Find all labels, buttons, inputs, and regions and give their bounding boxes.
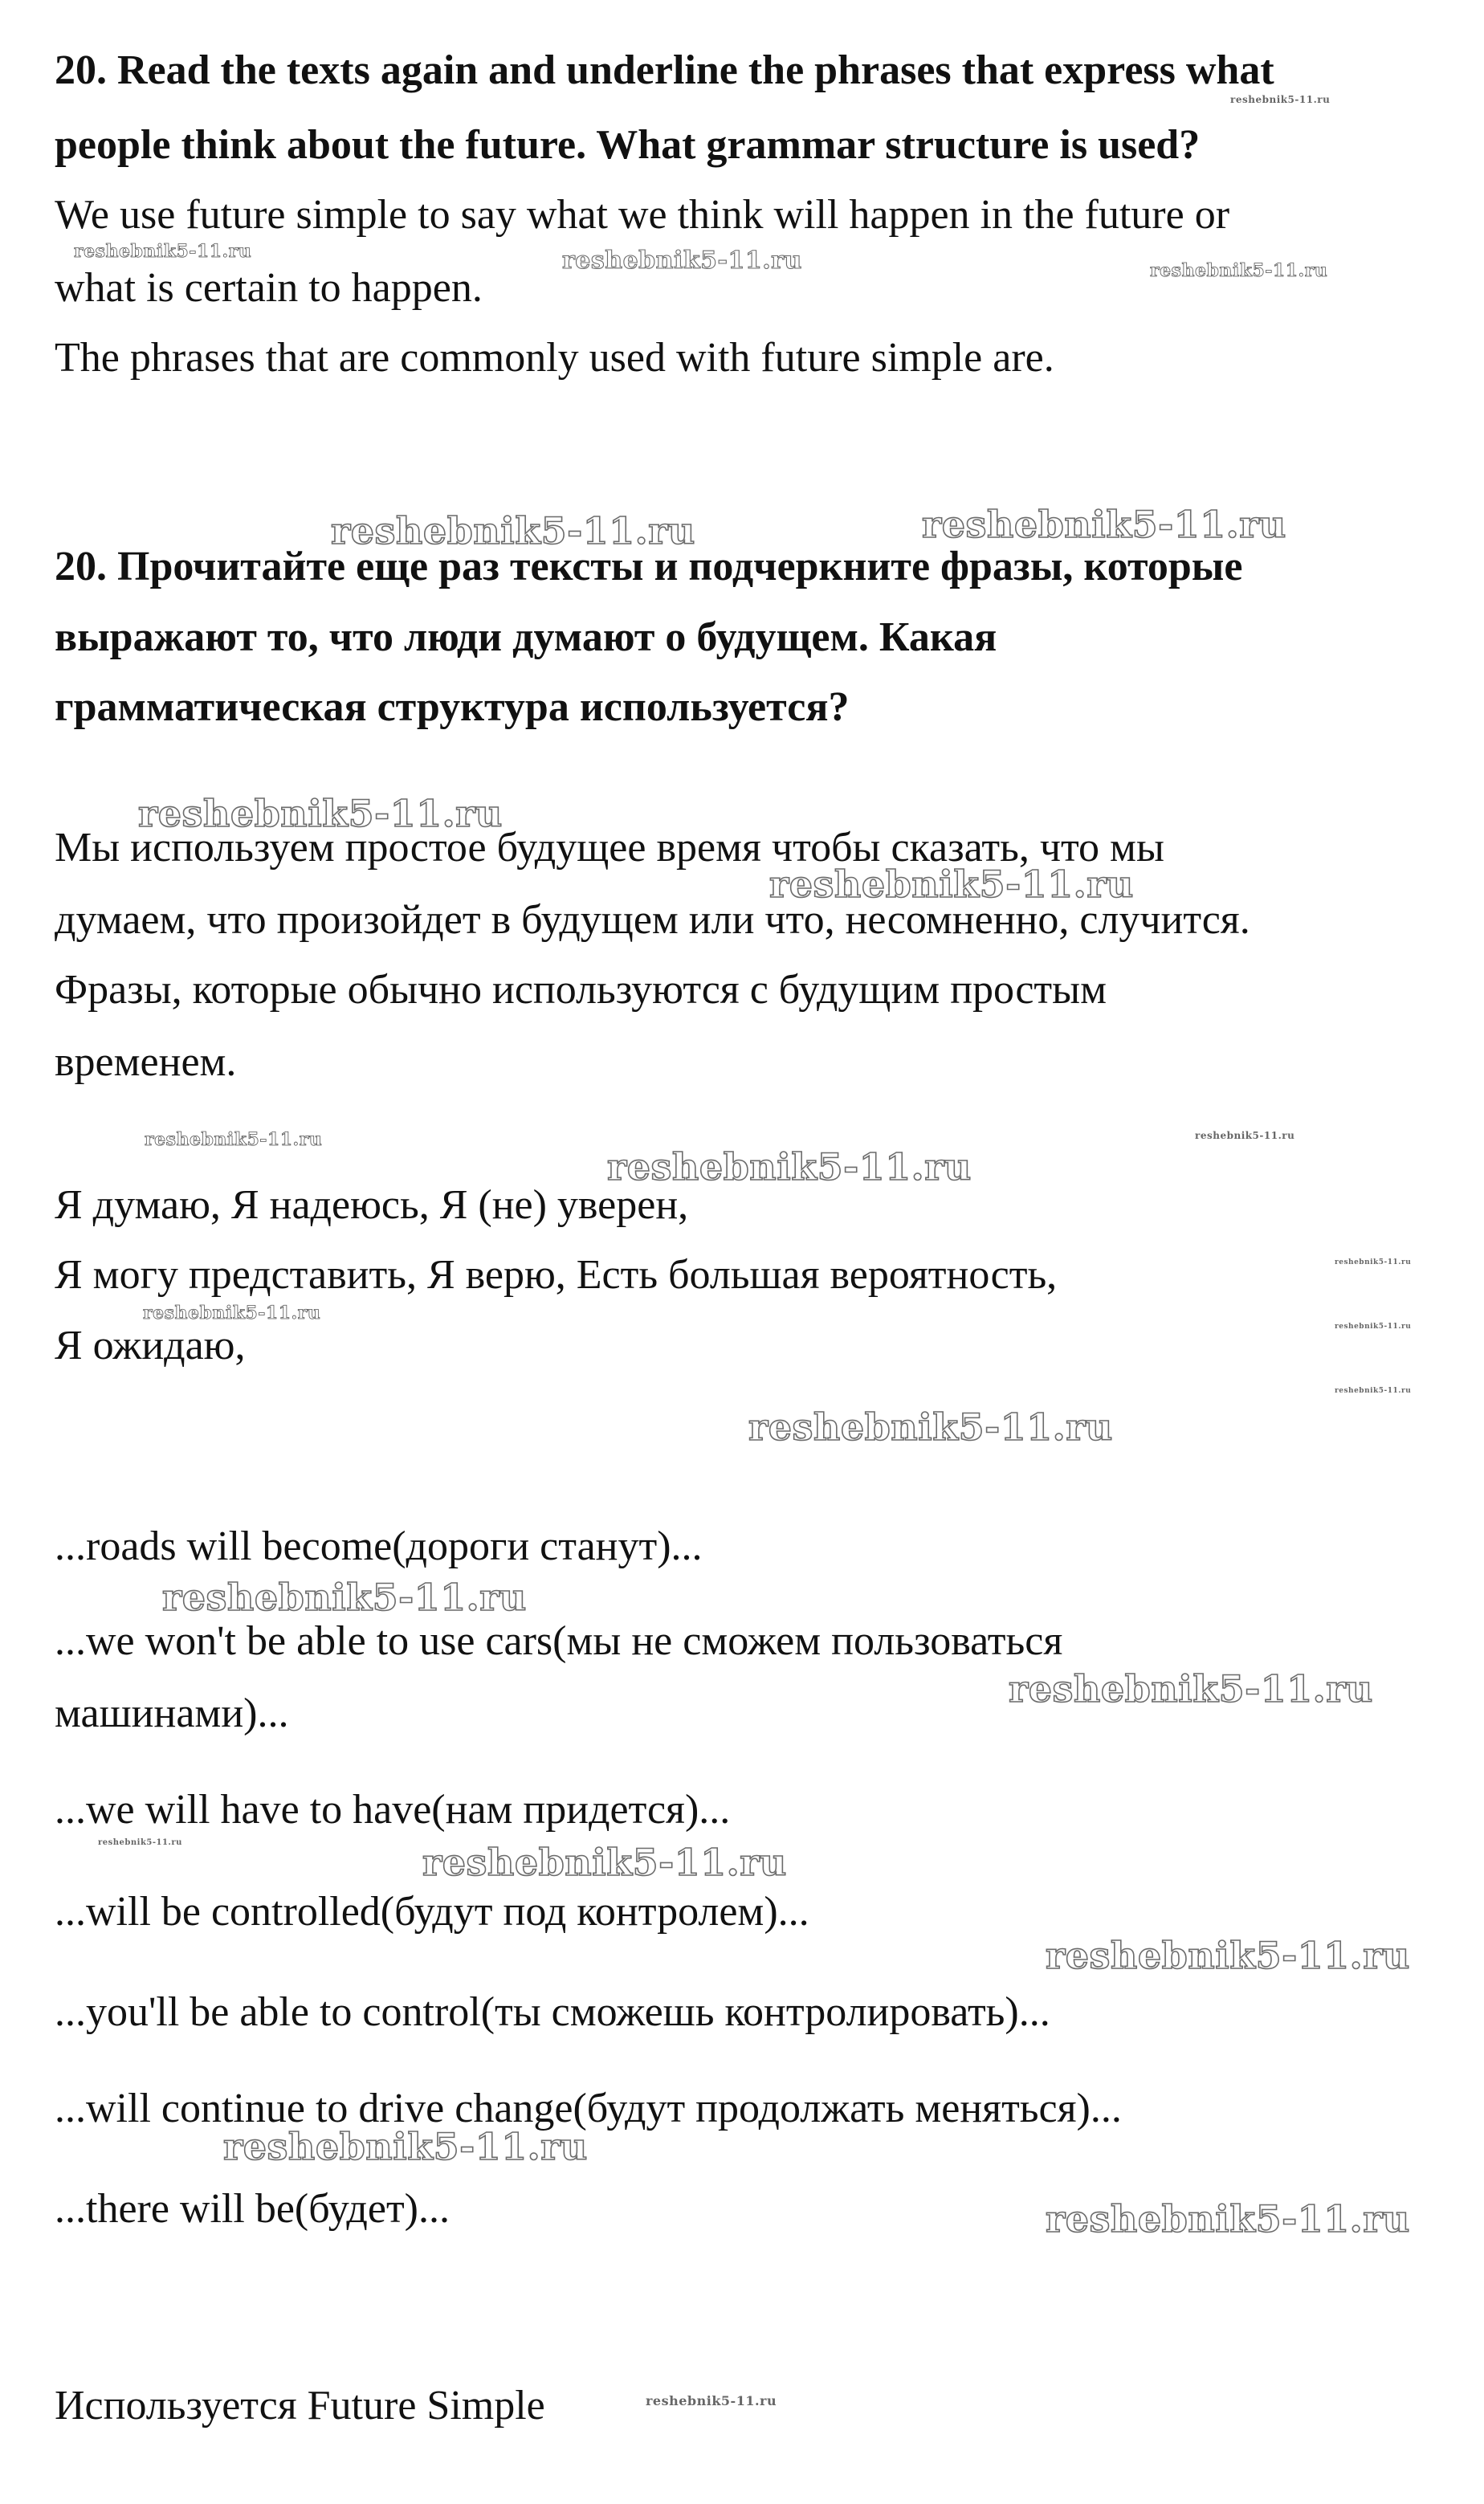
watermark: reshebnik5-11.ru (1009, 1667, 1373, 1711)
example-line: ...roads will become(дороги станут)... (55, 1523, 703, 1569)
watermark: reshebnik5-11.ru (331, 509, 695, 553)
answer-ru-line4: временем. (55, 1039, 237, 1085)
task-heading-en-line1: 20. Read the texts again and underline the phrases that express what (55, 47, 1274, 93)
example-line: машинами)... (55, 1690, 289, 1736)
watermark: reshebnik5-11.ru (1230, 94, 1331, 105)
phrases-line1: Я думаю, Я надеюсь, Я (не) уверен, (55, 1182, 689, 1228)
watermark: reshebnik5-11.ru (607, 1145, 972, 1189)
watermark: reshebnik5-11.ru (162, 1576, 527, 1619)
answer-en-line1: We use future simple to say what we think will happen in the future or (55, 192, 1230, 238)
watermark: reshebnik5-11.ru (1046, 1934, 1410, 1977)
example-line: ...will be controlled(будут под контролем)... (55, 1889, 809, 1935)
watermark: reshebnik5-11.ru (646, 2393, 777, 2408)
task-heading-ru-line1: 20. Прочитайте еще раз тексты и подчеркните фразы, которые (55, 544, 1243, 589)
watermark: reshebnik5-11.ru (143, 1303, 321, 1323)
conclusion-text: Используется Future Simple (55, 2383, 545, 2429)
phrases-line2: Я могу представить, Я верю, Есть большая вероятность, (55, 1252, 1058, 1298)
watermark: reshebnik5-11.ru (922, 503, 1286, 546)
phrases-line3: Я ожидаю, (55, 1323, 246, 1368)
example-line: ...you'll be able to control(ты сможешь контролировать)... (55, 1989, 1050, 2035)
watermark: reshebnik5-11.ru (1046, 2197, 1410, 2241)
watermark: reshebnik5-11.ru (145, 1129, 323, 1150)
watermark: reshebnik5-11.ru (1195, 1130, 1295, 1141)
answer-ru-line3: Фразы, которые обычно используются с будущим простым (55, 967, 1107, 1013)
watermark: reshebnik5-11.ru (748, 1405, 1113, 1449)
watermark: reshebnik5-11.ru (223, 2125, 588, 2168)
watermark: reshebnik5-11.ru (138, 792, 503, 835)
watermark: reshebnik5-11.ru (1335, 1258, 1412, 1266)
watermark: reshebnik5-11.ru (1335, 1323, 1412, 1331)
task-heading-ru-line3: грамматическая структура используется? (55, 684, 850, 730)
watermark: reshebnik5-11.ru (1335, 1387, 1412, 1395)
watermark: reshebnik5-11.ru (562, 247, 802, 275)
example-line: ...there will be(будет)... (55, 2186, 450, 2232)
task-heading-en-line2: people think about the future. What grammar structure is used? (55, 122, 1201, 168)
watermark: reshebnik5-11.ru (98, 1838, 182, 1847)
answer-ru-line1: Мы используем простое будущее время чтобы сказать, что мы (55, 825, 1164, 871)
answer-ru-line2: думаем, что произойдет в будущем или что, несомненно, случится. (55, 897, 1250, 943)
answer-en-line2: what is certain to happen. (55, 265, 483, 311)
example-line: ...will continue to drive change(будут продолжать меняться)... (55, 2086, 1122, 2131)
task-heading-ru-line2: выражают то, что люди думают о будущем. Какая (55, 614, 997, 660)
watermark: reshebnik5-11.ru (74, 241, 252, 262)
watermark: reshebnik5-11.ru (1150, 260, 1328, 281)
answer-en-line3: The phrases that are commonly used with future simple are. (55, 335, 1054, 381)
example-line: ...we will have to have(нам придется)... (55, 1787, 731, 1833)
watermark: reshebnik5-11.ru (769, 863, 1134, 906)
watermark: reshebnik5-11.ru (422, 1841, 787, 1884)
example-line: ...we won't be able to use cars(мы не сможем пользоваться (55, 1618, 1063, 1664)
